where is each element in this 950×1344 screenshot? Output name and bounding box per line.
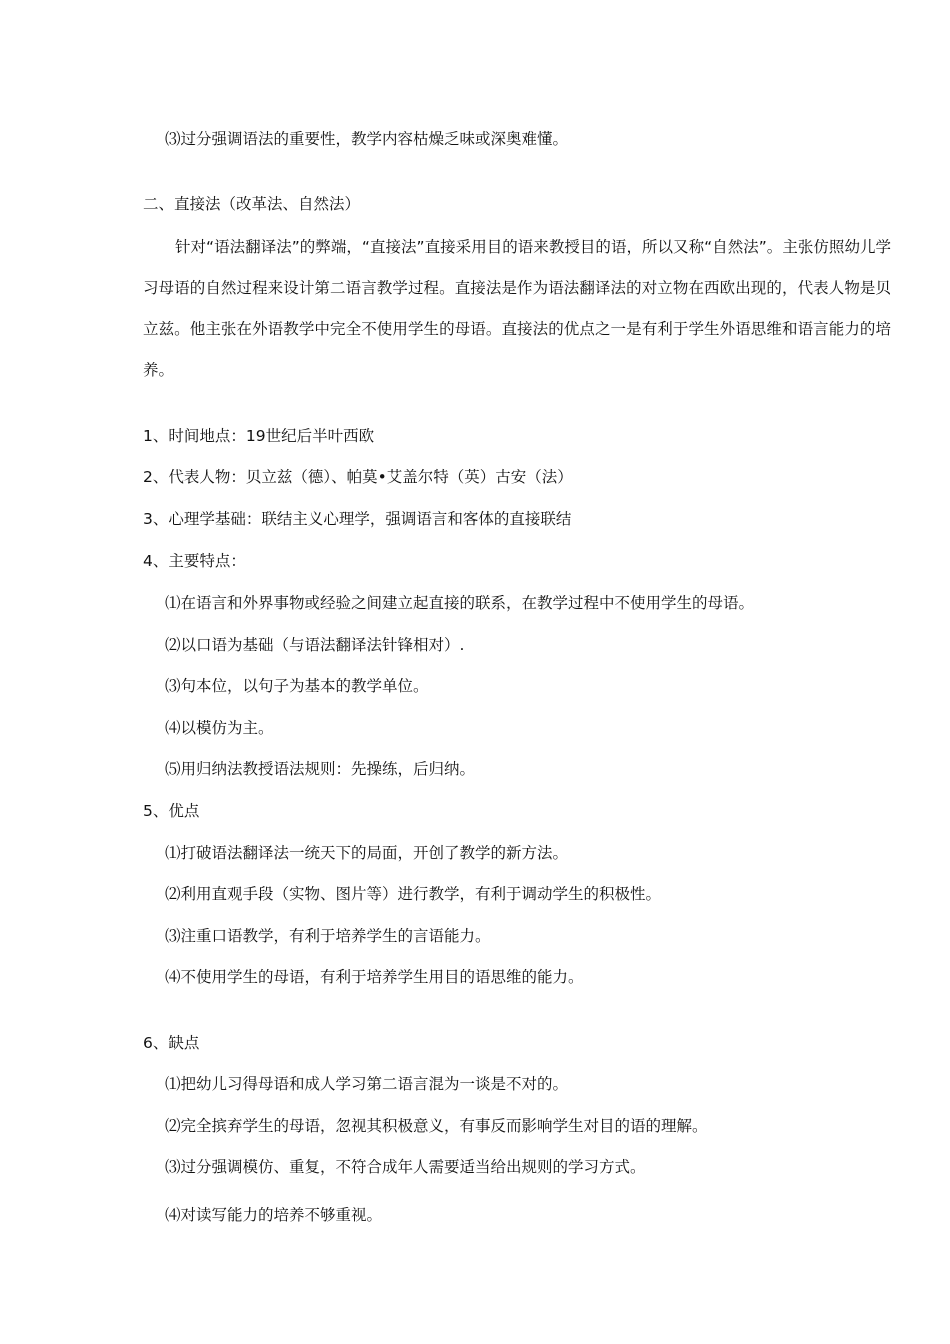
point-disadvantages-heading: 6、缺点 <box>143 1034 200 1052</box>
advantage-item: ⑵利用直观手段（实物、图片等）进行教学，有利于调动学生的积极性。 <box>165 885 662 903</box>
advantage-item: ⑴打破语法翻译法一统天下的局面，开创了教学的新方法。 <box>165 844 569 862</box>
point-advantages-heading: 5、优点 <box>143 802 200 820</box>
disadvantage-item: ⑵完全摈弃学生的母语，忽视其积极意义，有事反而影响学生对目的语的理解。 <box>165 1117 708 1135</box>
feature-item: ⑷以模仿为主。 <box>165 719 274 737</box>
disadvantage-item: ⑷对读写能力的培养不够重视。 <box>165 1206 383 1224</box>
advantage-item: ⑷不使用学生的母语，有利于培养学生用目的语思维的能力。 <box>165 968 584 986</box>
advantage-item: ⑶注重口语教学，有利于培养学生的言语能力。 <box>165 927 491 945</box>
feature-item: ⑶句本位，以句子为基本的教学单位。 <box>165 677 429 695</box>
disadvantage-item: ⑴把幼儿习得母语和成人学习第二语言混为一谈是不对的。 <box>165 1075 569 1093</box>
disadvantage-item: ⑶过分强调模仿、重复，不符合成年人需要适当给出规则的学习方式。 <box>165 1158 646 1176</box>
feature-item: ⑵以口语为基础（与语法翻译法针锋相对）. <box>165 636 465 654</box>
list-item: ⑶过分强调语法的重要性，教学内容枯燥乏味或深奥难懂。 <box>165 130 569 148</box>
point-representatives: 2、代表人物：贝立兹（德）、帕莫•艾盖尔特（英）古安（法） <box>143 468 573 486</box>
intro-paragraph: 针对“语法翻译法”的弊端，“直接法”直接采用目的语来教授目的语，所以又称“自然法”。主张仿照幼儿学习母语的自然过程来设计第二语言教学过程。直接法是作为语法翻译法的对立物在西欧出现的，代表人物是贝立兹。他主张在外语教学中完全不使用学生的母语。直接法的优点之一是有利于学生外语思维和语言能力的培养。 <box>143 238 891 379</box>
point-features-heading: 4、主要特点： <box>143 552 246 570</box>
feature-item: ⑸用归纳法教授语法规则：先操练，后归纳。 <box>165 760 476 778</box>
point-psychology: 3、心理学基础：联结主义心理学，强调语言和客体的直接联结 <box>143 510 572 528</box>
section-heading: 二、直接法（改革法、自然法） <box>143 195 361 213</box>
feature-item: ⑴在语言和外界事物或经验之间建立起直接的联系，在教学过程中不使用学生的母语。 <box>165 594 755 612</box>
point-time-place: 1、时间地点：19世纪后半叶西欧 <box>143 427 375 445</box>
